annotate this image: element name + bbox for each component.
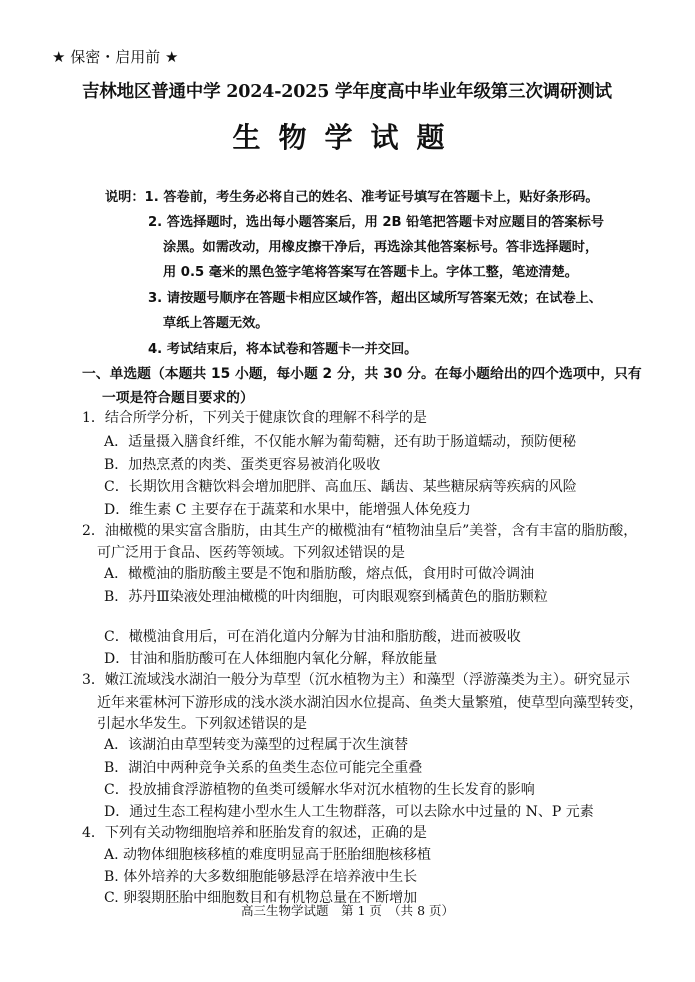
instruction-line: 用 0.5 毫米的黑色签字笔将答案写在答题卡上。字体工整，笔迹清楚。	[163, 265, 578, 280]
instruction-line: 说明：1. 答卷前，考生务必将自己的姓名、准考证号填写在答题卡上，贴好条形码。	[105, 190, 599, 205]
page-title: 生物学试题	[232, 121, 463, 154]
question-stem: 引起水华发生。下列叙述错误的是	[97, 716, 307, 732]
option-b: B．苏丹Ⅲ染液处理油橄榄的叶肉细胞，可肉眼观察到橘黄色的脂肪颗粒	[104, 589, 548, 605]
option-b: B．湖泊中两种竞争关系的鱼类生态位可能完全重叠	[104, 760, 423, 776]
section-line: 一、单选题（本题共 15 小题，每小题 2 分，共 30 分。在每小题给出的四个选项中，只有	[82, 366, 642, 382]
instruction-line: 2. 答选择题时，选出每小题答案后，用 2B 铅笔把答题卡对应题目的答案标号	[148, 215, 604, 230]
option-d: D．通过生态工程构建小型水生人工生物群落，可以去除水中过量的 N、P 元素	[104, 804, 594, 820]
instruction-line: 涂黑。如需改动，用橡皮擦干净后，再选涂其他答案标号。答非选择题时，	[163, 240, 599, 255]
option-c: C. 卵裂期胚胎中细胞数目和有机物总量在不断增加	[104, 890, 418, 906]
confidential-label: ★ 保密・启用前 ★	[52, 48, 179, 66]
option-b: B. 体外培养的大多数细胞能够悬浮在培养液中生长	[104, 869, 418, 885]
option-a: A．该湖泊由草型转变为藻型的过程属于次生演替	[104, 737, 409, 753]
option-a: A. 动物体细胞核移植的难度明显高于胚胎细胞核移植	[104, 847, 432, 863]
option-c: C．长期饮用含糖饮料会增加肥胖、高血压、龋齿、某些糖尿病等疾病的风险	[104, 479, 577, 495]
question-stem: 4．下列有关动物细胞培养和胚胎发育的叙述，正确的是	[82, 825, 427, 841]
question-stem: 3．嫩江流域浅水湖泊一般分为草型（沉水植物为主）和藻型（浮游藻类为主）。研究显示	[82, 672, 630, 688]
option-b: B．加热烹煮的肉类、蛋类更容易被消化吸收	[104, 457, 381, 473]
option-a: A．橄榄油的脂肪酸主要是不饱和脂肪酸，熔点低，食用时可做冷调油	[104, 566, 535, 582]
option-c: C．橄榄油食用后，可在消化道内分解为甘油和脂肪酸，进而被吸收	[104, 629, 521, 645]
question-stem: 近年来霍林河下游形成的浅水淡水湖泊因水位提高、鱼类大量繁殖，使草型向藻型转变，	[97, 695, 643, 711]
option-d: D．甘油和脂肪酸可在人体细胞内氧化分解，释放能量	[104, 651, 438, 667]
option-c: C．投放捕食浮游植物的鱼类可缓解水华对沉水植物的生长发育的影响	[104, 782, 535, 798]
instruction-line: 4. 考试结束后，将本试卷和答题卡一并交回。	[148, 342, 418, 357]
question-stem: 1．结合所学分析，下列关于健康饮食的理解不科学的是	[82, 410, 427, 426]
exam-header: 吉林地区普通中学 2024-2025 学年度高中毕业年级第三次调研测试	[82, 82, 612, 102]
page-footer: 高三生物学试题 第 1 页 （共 8 页）	[240, 903, 455, 918]
instruction-line: 3. 请按题号顺序在答题卡相应区域作答，超出区域所写答案无效；在试卷上、	[148, 291, 602, 306]
instruction-line: 草纸上答题无效。	[163, 316, 269, 331]
question-stem: 可广泛用于食品、医药等领域。下列叙述错误的是	[97, 545, 405, 561]
section-line: 一项是符合题目要求的）	[102, 390, 254, 406]
option-d: D．维生素 C 主要存在于蔬菜和水果中，能增强人体免疫力	[104, 502, 471, 518]
option-a: A．适量摄入膳食纤维，不仅能水解为葡萄糖，还有助于肠道蠕动，预防便秘	[104, 434, 577, 450]
question-stem: 2．油橄榄的果实富含脂肪，由其生产的橄榄油有“植物油皇后”美誉，含有丰富的脂肪酸，	[82, 523, 638, 539]
